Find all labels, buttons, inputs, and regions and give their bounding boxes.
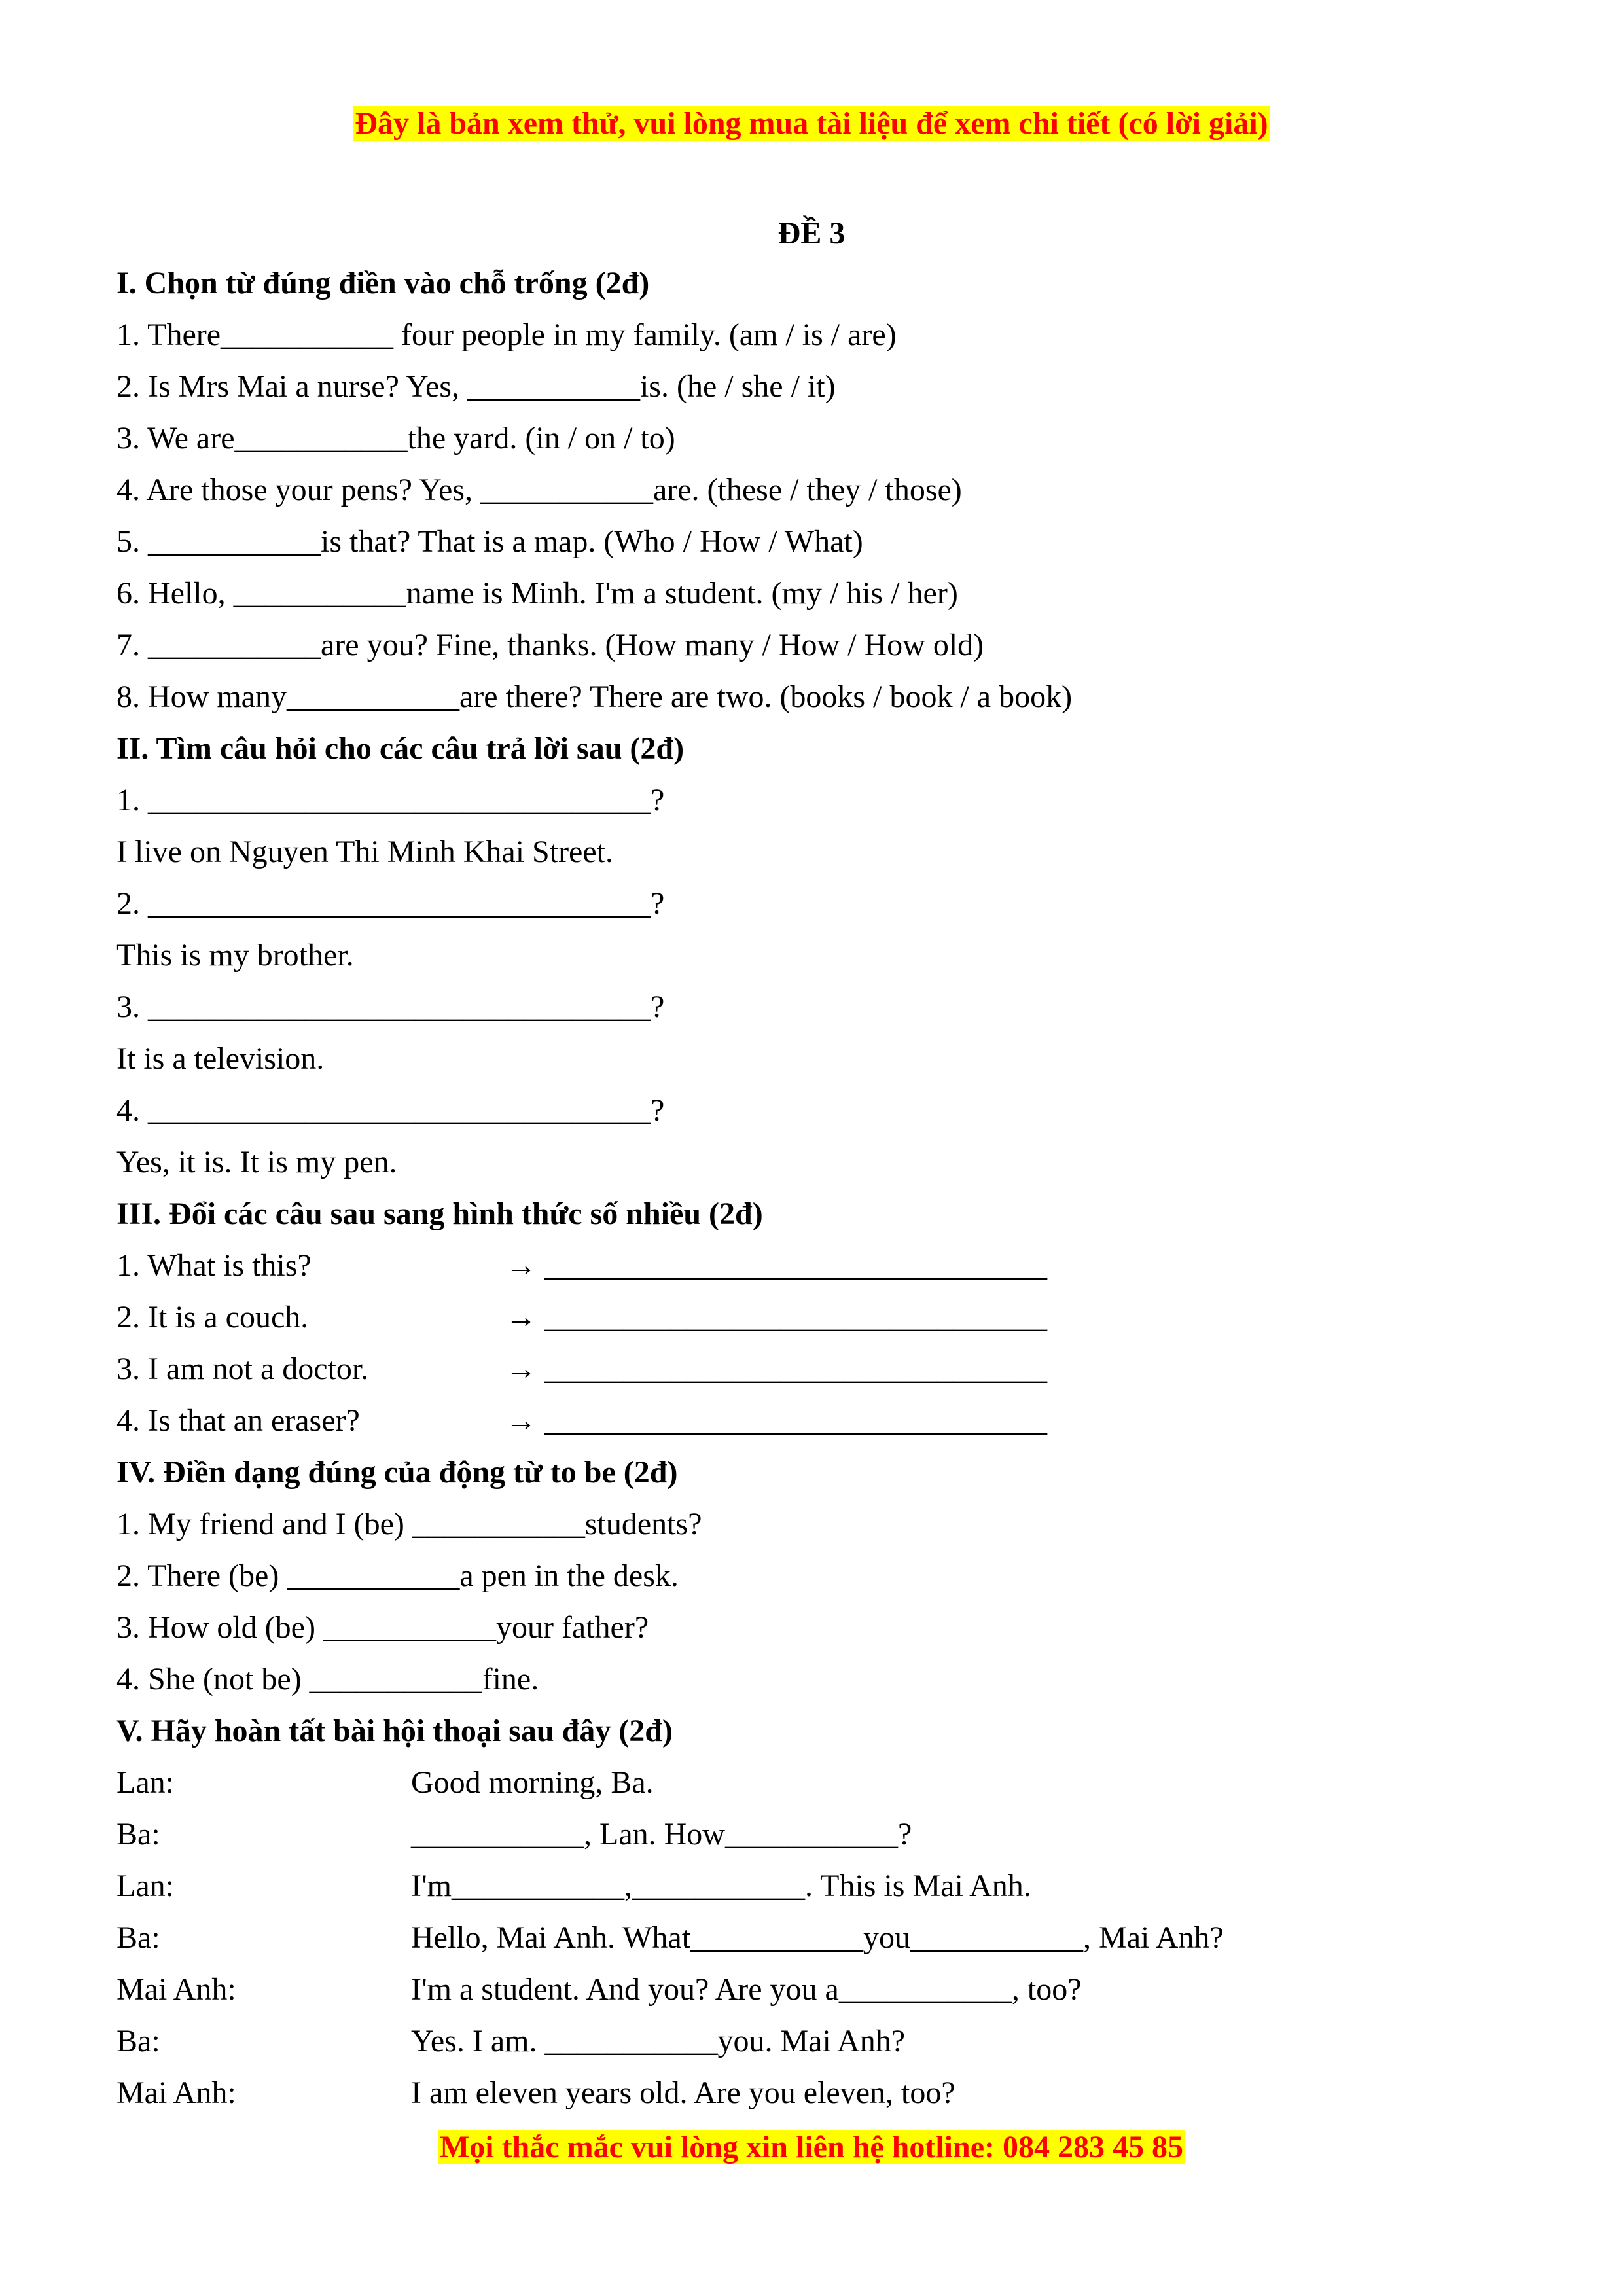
section-1-item: 8. How many___________are there? There are two. (books / book / a book) — [116, 679, 1073, 714]
dialogue-line — [116, 1764, 1524, 1816]
dialogue-text: Good morning, Ba. — [411, 1765, 654, 1800]
section-3-question: 2. It is a couch. — [116, 1300, 309, 1335]
section-2-heading: II. Tìm câu hỏi cho các câu trả lời sau (2đ) — [116, 731, 685, 766]
section-3-row — [116, 1350, 1524, 1402]
section-3-heading: III. Đổi các câu sau sang hình thức số nhiều (2đ) — [116, 1196, 763, 1231]
section-3-answer-line: → ________________________________ — [505, 1248, 1047, 1283]
dialogue-speaker: Ba: — [116, 1817, 160, 1852]
dialogue-text: I'm___________,___________. This is Mai Anh. — [411, 1869, 1031, 1903]
dialogue-text: Yes. I am. ___________you. Mai Anh? — [411, 2024, 906, 2058]
section-1-item: 6. Hello, ___________name is Minh. I'm a student. (my / his / her) — [116, 576, 958, 611]
section-2-answer: I live on Nguyen Thi Minh Khai Street. — [116, 834, 613, 869]
dialogue-line — [116, 1816, 1524, 1867]
dialogue-text: I am eleven years old. Are you eleven, too? — [411, 2075, 955, 2110]
section-3-row — [116, 1247, 1524, 1299]
section-5-heading: V. Hãy hoàn tất bài hội thoại sau đây (2đ) — [116, 1713, 673, 1748]
section-1-item: 1. There___________ four people in my family. (am / is / are) — [116, 317, 897, 352]
dialogue-line — [116, 2074, 1524, 2126]
section-2-question: 2. ________________________________? — [116, 886, 665, 921]
section-1-item: 5. ___________is that? That is a map. (Who / How / What) — [116, 524, 863, 559]
section-3-row — [116, 1299, 1524, 1350]
section-1-heading: I. Chọn từ đúng điền vào chỗ trống (2đ) — [116, 266, 650, 300]
dialogue-line — [116, 1867, 1524, 1919]
section-4-item: 1. My friend and I (be) ___________students? — [116, 1507, 702, 1541]
hotline-text: Mọi thắc mắc vui lòng xin liên hệ hotline: 084 283 45 85 — [439, 2130, 1183, 2164]
dialogue-line — [116, 2022, 1524, 2074]
section-4-item: 2. There (be) ___________a pen in the desk. — [116, 1558, 679, 1593]
section-2-question: 4. ________________________________? — [116, 1093, 665, 1128]
section-2-answer: This is my brother. — [116, 938, 354, 973]
section-3-row — [116, 1402, 1524, 1454]
section-3-question: 1. What is this? — [116, 1248, 312, 1283]
dialogue-line — [116, 1971, 1524, 2022]
dialogue-speaker: Ba: — [116, 1920, 160, 1955]
exam-title: ĐỀ 3 — [777, 216, 846, 251]
section-1-item: 3. We are___________the yard. (in / on / to) — [116, 421, 675, 456]
dialogue-text: Hello, Mai Anh. What___________you___________, Mai Anh? — [411, 1920, 1224, 1955]
dialogue-text: ___________, Lan. How___________? — [411, 1817, 912, 1852]
section-4-item: 3. How old (be) ___________your father? — [116, 1610, 649, 1645]
exam-content — [116, 264, 1524, 2126]
preview-notice-banner — [0, 105, 1623, 143]
section-4-item: 4. She (not be) ___________fine. — [116, 1662, 539, 1696]
section-3-answer-line: → ________________________________ — [505, 1352, 1047, 1386]
dialogue-speaker: Lan: — [116, 1869, 174, 1903]
dialogue-speaker: Mai Anh: — [116, 2075, 236, 2110]
dialogue-speaker: Mai Anh: — [116, 1972, 236, 2007]
section-2-answer: It is a television. — [116, 1041, 325, 1076]
section-3-answer-line: → ________________________________ — [505, 1403, 1047, 1438]
dialogue-speaker: Ba: — [116, 2024, 160, 2058]
dialogue-text: I'm a student. And you? Are you a___________, too? — [411, 1972, 1082, 2007]
dialogue-speaker: Lan: — [116, 1765, 174, 1800]
section-2-answer: Yes, it is. It is my pen. — [116, 1145, 397, 1179]
section-1-item: 2. Is Mrs Mai a nurse? Yes, ___________is. (he / she / it) — [116, 369, 836, 404]
section-2-question: 3. ________________________________? — [116, 990, 665, 1024]
hotline-banner — [0, 2128, 1623, 2166]
section-3-question: 3. I am not a doctor. — [116, 1352, 369, 1386]
dialogue-line — [116, 1919, 1524, 1971]
section-1-item: 4. Are those your pens? Yes, ___________are. (these / they / those) — [116, 473, 962, 507]
preview-notice-text: Đây là bản xem thử, vui lòng mua tài liệu để xem chi tiết (có lời giải) — [355, 106, 1268, 141]
section-3-question: 4. Is that an eraser? — [116, 1403, 360, 1438]
section-2-question: 1. ________________________________? — [116, 783, 665, 817]
section-4-heading: IV. Điền dạng đúng của động từ to be (2đ) — [116, 1455, 678, 1490]
section-3-answer-line: → ________________________________ — [505, 1300, 1047, 1335]
section-1-item: 7. ___________are you? Fine, thanks. (How many / How / How old) — [116, 628, 984, 662]
